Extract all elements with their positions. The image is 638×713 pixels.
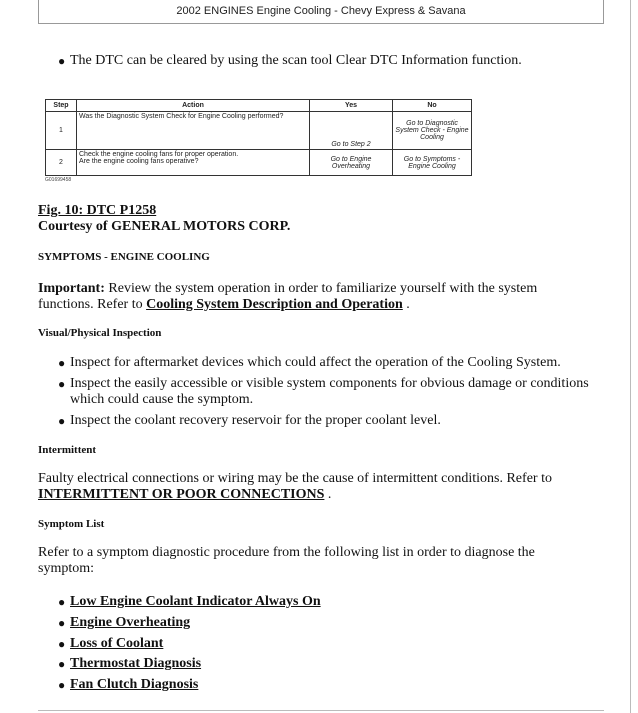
intermittent-tail: . — [324, 487, 332, 502]
loss-of-coolant-link[interactable]: Loss of Coolant — [70, 636, 164, 651]
right-border — [630, 0, 631, 713]
important-tail: . — [402, 297, 410, 312]
figure-caption — [38, 203, 156, 219]
action-line: Are the engine cooling fans operative? — [79, 158, 199, 165]
page-header-title: 2002 ENGINES Engine Cooling - Chevy Express & Savana — [176, 5, 466, 17]
low-coolant-indicator-link[interactable]: Low Engine Coolant Indicator Always On — [70, 594, 321, 609]
fan-clutch-diagnosis-link[interactable]: Fan Clutch Diagnosis — [70, 677, 199, 692]
list-item-text: Inspect the coolant recovery reservoir for the proper coolant level. — [70, 413, 441, 428]
bullet-dot: ● — [58, 54, 66, 68]
table-row — [46, 150, 472, 176]
intermittent-line2 — [38, 487, 331, 503]
intermittent-link[interactable]: INTERMITTENT OR POOR CONNECTIONS — [38, 487, 325, 502]
no-cell: Go to Symptoms - Engine Cooling — [393, 150, 472, 176]
symptom-list-heading: Symptom List — [38, 518, 105, 530]
intermittent-heading: Intermittent — [38, 444, 97, 456]
intro-bullet-text: The DTC can be cleared by using the scan tool Clear DTC Information function. — [70, 53, 522, 68]
bullet-dot: ● — [58, 616, 66, 630]
figure-caption-link[interactable]: Fig. 10: DTC P1258 — [38, 203, 157, 218]
table-header-row — [46, 100, 472, 112]
list-item-text: which could cause the symptom. — [70, 392, 254, 407]
no-cell: Go to Diagnostic System Check - Engine Cooling — [393, 112, 472, 150]
visual-heading: Visual/Physical Inspection — [38, 327, 162, 339]
thermostat-diagnosis-link[interactable]: Thermostat Diagnosis — [70, 656, 202, 671]
col-step: Step — [46, 100, 77, 112]
bullet-dot: ● — [58, 414, 66, 428]
important-label: Important: — [38, 281, 105, 296]
col-no: No — [393, 100, 472, 112]
symptom-list-line2: symptom: — [38, 561, 95, 576]
figure-courtesy: Courtesy of GENERAL MOTORS CORP. — [38, 219, 291, 234]
important-line1 — [38, 281, 537, 297]
page-header — [38, 0, 604, 24]
step-cell: 2 — [46, 150, 77, 176]
step-cell: 1 — [46, 112, 77, 150]
list-item-text: Inspect for aftermarket devices which could affect the operation of the Cooling System. — [70, 355, 561, 370]
bullet-dot: ● — [58, 595, 66, 609]
bullet-dot: ● — [58, 377, 66, 391]
bottom-rule — [38, 710, 604, 711]
action-cell: Was the Diagnostic System Check for Engine Cooling performed? — [77, 112, 310, 150]
bullet-dot: ● — [58, 356, 66, 370]
bullet-dot: ● — [58, 678, 66, 692]
col-action: Action — [77, 100, 310, 112]
engine-overheating-link[interactable]: Engine Overheating — [70, 615, 191, 630]
section-title: SYMPTOMS - ENGINE COOLING — [38, 251, 210, 263]
cooling-system-link[interactable]: Cooling System Description and Operation — [146, 297, 403, 312]
bullet-dot: ● — [58, 637, 66, 651]
col-yes: Yes — [310, 100, 393, 112]
important-text: Review the system operation in order to familiarize yourself with the system — [104, 281, 538, 296]
action-cell — [77, 150, 310, 176]
figure-id: G01699458 — [45, 177, 72, 183]
dtc-table — [45, 99, 472, 176]
important-line2 — [38, 297, 410, 313]
intermittent-line1: Faulty electrical connections or wiring may be the cause of intermittent conditions. Refer to — [38, 471, 552, 486]
yes-cell: Go to Engine Overheating — [310, 150, 393, 176]
yes-cell: Go to Step 2 — [310, 112, 393, 150]
bullet-dot: ● — [58, 657, 66, 671]
symptom-list-line1: Refer to a symptom diagnostic procedure from the following list in order to diagnose the — [38, 545, 535, 560]
action-line: Check the engine cooling fans for proper operation. — [79, 151, 239, 158]
table-row — [46, 112, 472, 150]
list-item-text: Inspect the easily accessible or visible system components for obvious damage or conditions — [70, 376, 589, 391]
important-text2: functions. Refer to — [38, 297, 147, 312]
